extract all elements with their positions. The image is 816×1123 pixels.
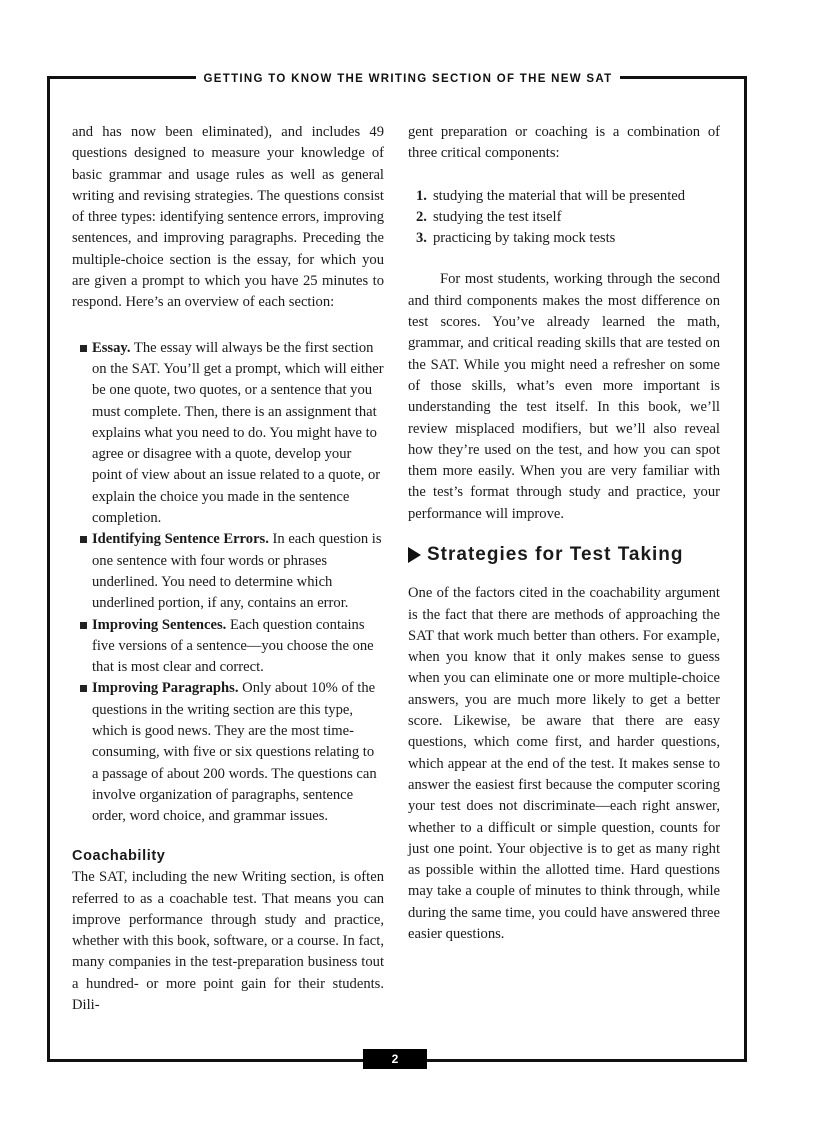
running-header [0, 69, 816, 87]
list-item [72, 615, 384, 679]
continued-paragraph: gent preparation or coaching is a combination of three critical components: [408, 124, 720, 162]
list-number: 1. [416, 187, 427, 204]
list-text: studying the test itself [432, 208, 562, 225]
bullet-term: Essay. [92, 339, 131, 356]
bullet-text: The essay will always be the first section on the SAT. You’ll get a prompt, which will either be one quote, two quotes, or a sentence that you must complete. Then, there is an assignment that explains what you need to do. You might have to agree or disagree with a quote, develop your point of view about an issue related to a quote, or explain the choice you made in the sentence completion. [92, 339, 384, 527]
strategies-section [408, 544, 720, 945]
list-item [416, 186, 720, 207]
list-item [72, 529, 384, 614]
triangle-right-icon [408, 547, 421, 563]
bullet-icon [80, 536, 87, 543]
left-column [72, 122, 384, 828]
bullet-term: Improving Paragraphs. [92, 680, 239, 697]
strategies-heading [408, 544, 720, 565]
intro-paragraph: and has now been eliminated), and includes 49 questions designed to measure your knowledge of basic grammar and usage rules as well as general writing and revising strategies. The questions consist of three types: identifying sentence errors, improving sentences, and improving paragraphs. Preceding the multiple-choice section is the essay, for which you are given a prompt to which you have 25 minutes to respond. Here’s an overview of each section: [72, 124, 384, 311]
bullet-text: Only about 10% of the questions in the writing section are this type, which is good news. They are the most time-consuming, with five or six questions relating to a passage of about 200 words. The questions can involve organization of paragraphs, sentence order, word choice, and grammar issues. [92, 680, 377, 825]
coachability-paragraph: The SAT, including the new Writing section, is often referred to as a coachable test. That means you can improve performance through study and practice, whether with this book, software, or a course. In fact, many companies in the test-preparation business tout a hundred- or more point gain for their students. Dili- [72, 869, 384, 1014]
bullet-icon [80, 685, 87, 692]
list-item [416, 207, 720, 228]
bullet-icon [80, 345, 87, 352]
page-number: 2 [363, 1049, 427, 1069]
list-text: practicing by taking mock tests [432, 230, 616, 247]
bullet-icon [80, 622, 87, 629]
section-overview-list [72, 338, 384, 828]
bullet-text: In each question is one sentence with four words or phrases underlined. You need to determine which underlined portion, if any, contains an error. [92, 531, 382, 612]
strategies-paragraph: One of the factors cited in the coachability argument is the fact that there are methods of approaching the SAT that work much better than others. For example, when you know that it only makes sense to guess when you can eliminate one or more multiple-choice answers, you are much more likely to get a better score. Likewise, be aware that there are easy questions, which come first, and harder questions, which appear at the end of the test. It makes sense to answer the easiest first because the computer scoring your test does not discriminate—each right answer, whether to a difficult or simple question, counts for just one point. Your objective is to get as many right as possible within the allotted time. Hard questions may take a couple of minutes to think through, while during the same time, you could have answered three easier questions. [408, 585, 720, 943]
list-item [72, 338, 384, 530]
bullet-term: Improving Sentences. [92, 616, 227, 633]
list-text: studying the material that will be presented [432, 187, 686, 204]
components-list [408, 186, 720, 250]
bullet-term: Identifying Sentence Errors. [92, 531, 269, 548]
list-item [416, 228, 720, 249]
strategies-heading-text: Strategies for Test Taking [427, 544, 684, 565]
bullet-text: Each question contains five versions of a sentence—you choose the one that is most clear and correct. [92, 616, 374, 676]
right-column [408, 122, 720, 525]
list-number: 3. [416, 230, 427, 247]
running-title: GETTING TO KNOW THE WRITING SECTION OF THE NEW SAT [196, 73, 621, 85]
list-item [72, 678, 384, 827]
coachability-section [72, 846, 384, 1016]
coachability-heading: Coachability [72, 848, 166, 864]
list-number: 2. [416, 208, 427, 225]
components-paragraph: For most students, working through the second and third components makes the most difference on test scores. You’ve already learned the math, grammar, and critical reading skills that are tested on the SAT. While you might need a refresher on some of those skills, what’s even more important is understanding the test itself. In this book, we’ll review misplaced modifiers, but we’ll also reveal how they’re used on the test, and how you can spot them more easily. When you are very familiar with the test’s format through study and practice, your performance will improve. [408, 271, 720, 522]
